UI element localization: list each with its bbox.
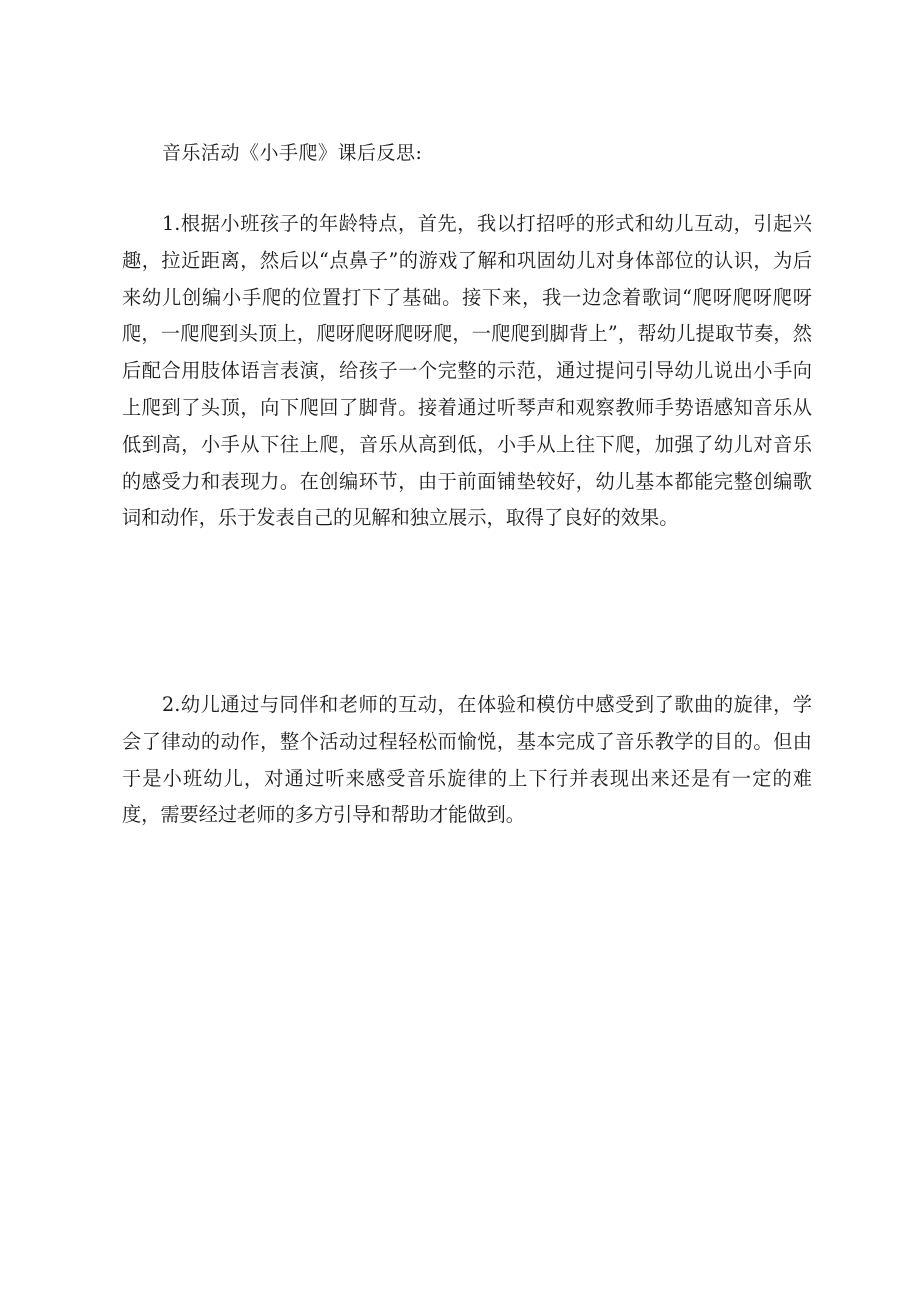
- paragraph-2: 2.幼儿通过与同伴和老师的互动，在体验和模仿中感受到了歌曲的旋律，学会了律动的动作，整个活动过程轻松而愉悦，基本完成了音乐教学的目的。但由于是小班幼儿，对通过听来感受音乐旋律的上下行并表现出来还是有一定的难度，需要经过老师的多方引导和帮助才能做到。: [122, 693, 812, 827]
- paragraph-1: 1.根据小班孩子的年龄特点，首先，我以打招呼的形式和幼儿互动，引起兴趣，拉近距离，然后以“点鼻子”的游戏了解和巩固幼儿对身体部位的认识，为后来幼儿创编小手爬的位置打下了基础。接下来，我一边念着歌词“爬呀爬呀爬呀爬，一爬爬到头顶上，爬呀爬呀爬呀爬，一爬爬到脚背上”，帮幼儿提取节奏，然后配合用肢体语言表演，给孩子一个完整的示范，通过提问引导幼儿说出小手向上爬到了头顶，向下爬回了脚背。接着通过听琴声和观察教师手势语感知音乐从低到高，小手从下往上爬，音乐从高到低，小手从上往下爬，加强了幼儿对音乐的感受力和表现力。在创编环节，由于前面铺垫较好，幼儿基本都能完整创编歌词和动作，乐于发表自己的见解和独立展示，取得了良好的效果。: [122, 212, 812, 530]
- document-title: 音乐活动《小手爬》课后反思:: [162, 142, 423, 164]
